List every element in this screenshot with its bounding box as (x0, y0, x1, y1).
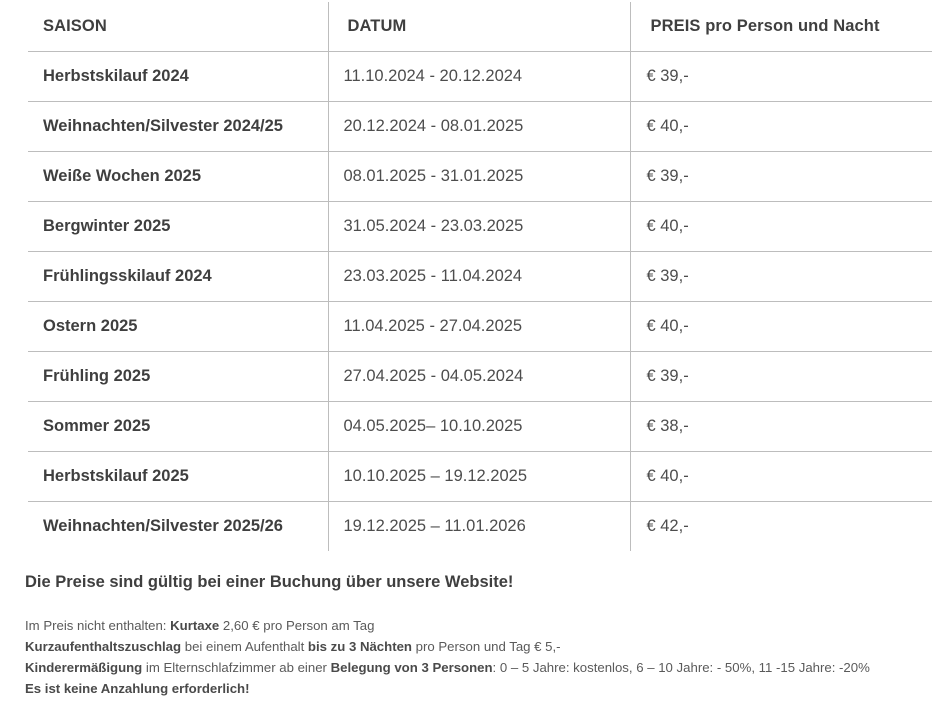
note-no-deposit (25, 678, 945, 699)
season-cell: Bergwinter 2025 (28, 202, 328, 252)
note-text: pro Person und Tag € 5,- (411, 639, 561, 654)
table-row (28, 502, 932, 552)
note-text: bei einem Aufenthalt (181, 639, 308, 654)
date-cell: 31.05.2024 - 23.03.2025 (328, 202, 630, 252)
season-cell: Sommer 2025 (28, 402, 328, 452)
price-cell: € 40,- (630, 452, 932, 502)
season-cell: Ostern 2025 (28, 302, 328, 352)
date-cell: 27.04.2025 - 04.05.2024 (328, 352, 630, 402)
table-row (28, 152, 932, 202)
date-cell: 23.03.2025 - 11.04.2024 (328, 252, 630, 302)
table-row (28, 202, 932, 252)
date-cell: 11.04.2025 - 27.04.2025 (328, 302, 630, 352)
table-header-row (28, 2, 932, 52)
date-cell: 11.10.2024 - 20.12.2024 (328, 52, 630, 102)
season-cell: Herbstskilauf 2024 (28, 52, 328, 102)
note-bold: Belegung von 3 Personen (330, 660, 493, 675)
season-cell: Frühling 2025 (28, 352, 328, 402)
season-cell: Frühlingsskilauf 2024 (28, 252, 328, 302)
table-row (28, 102, 932, 152)
price-cell: € 39,- (630, 152, 932, 202)
price-cell: € 38,- (630, 402, 932, 452)
table-row (28, 402, 932, 452)
note-text: im Elternschlafzimmer ab einer (142, 660, 331, 675)
price-cell: € 39,- (630, 352, 932, 402)
price-cell: € 42,- (630, 502, 932, 552)
table-row (28, 52, 932, 102)
note-bold: Kurtaxe (170, 618, 220, 633)
price-cell: € 40,- (630, 302, 932, 352)
header-date: DATUM (328, 2, 630, 52)
note-text: : 0 – 5 Jahre: kostenlos, 6 – 10 Jahre: - 50%, 11 -15 Jahre: -20% (492, 660, 870, 675)
date-cell: 10.10.2025 – 19.12.2025 (328, 452, 630, 502)
price-notes (25, 615, 945, 699)
header-season: SAISON (28, 2, 328, 52)
note-text: 2,60 € pro Person am Tag (219, 618, 375, 633)
validity-note: Die Preise sind gültig bei einer Buchung über unsere Website! (25, 573, 514, 591)
price-cell: € 40,- (630, 202, 932, 252)
date-cell: 20.12.2024 - 08.01.2025 (328, 102, 630, 152)
season-cell: Weiße Wochen 2025 (28, 152, 328, 202)
note-short-stay-surcharge (25, 636, 945, 657)
note-bold: Kinderermäßigung (25, 660, 143, 675)
date-cell: 19.12.2025 – 11.01.2026 (328, 502, 630, 552)
note-bold: Kurzaufenthaltszuschlag (25, 639, 182, 654)
date-cell: 04.05.2025– 10.10.2025 (328, 402, 630, 452)
note-child-discount (25, 657, 945, 678)
price-cell: € 39,- (630, 252, 932, 302)
table-row (28, 452, 932, 502)
header-price: PREIS pro Person und Nacht (630, 2, 932, 52)
date-cell: 08.01.2025 - 31.01.2025 (328, 152, 630, 202)
note-kurtaxe (25, 615, 945, 636)
note-bold: Es ist keine Anzahlung erforderlich! (25, 681, 250, 696)
season-cell: Herbstskilauf 2025 (28, 452, 328, 502)
season-cell: Weihnachten/Silvester 2024/25 (28, 102, 328, 152)
table-row (28, 252, 932, 302)
price-cell: € 39,- (630, 52, 932, 102)
price-cell: € 40,- (630, 102, 932, 152)
table-row (28, 352, 932, 402)
price-table (28, 2, 932, 551)
note-text: Im Preis nicht enthalten: (25, 618, 171, 633)
table-row (28, 302, 932, 352)
note-bold: bis zu 3 Nächten (307, 639, 412, 654)
season-cell: Weihnachten/Silvester 2025/26 (43, 517, 283, 535)
